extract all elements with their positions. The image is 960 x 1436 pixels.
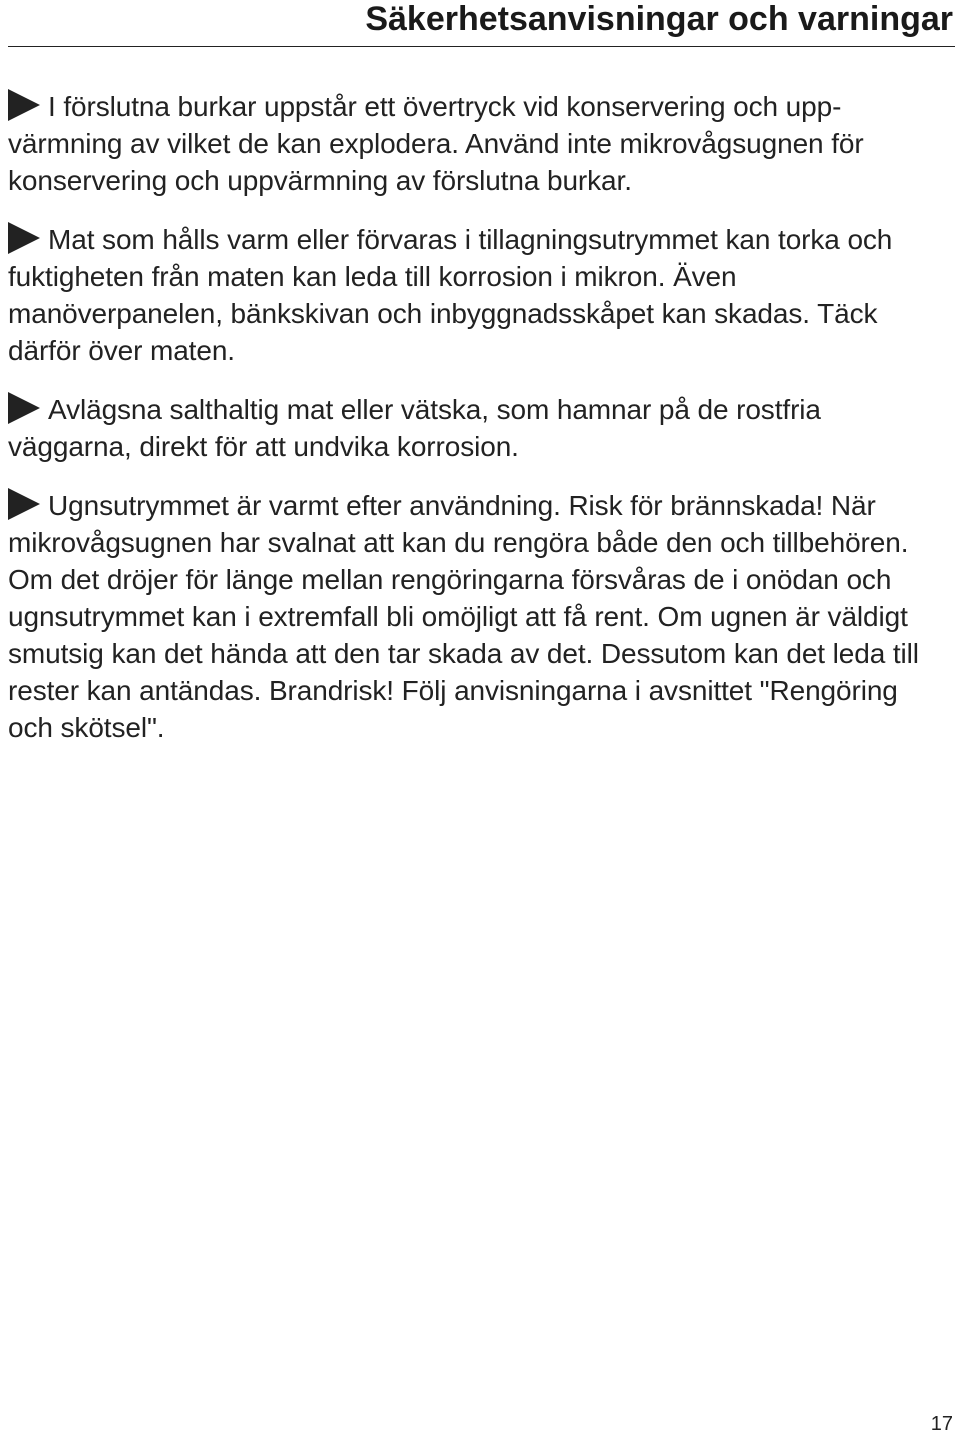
warning-triangle-icon: [8, 392, 40, 424]
safety-instructions-list: [8, 88, 948, 768]
paragraph-text: I förslutna burkar uppstår ett övertryck vid konservering och upp-värmning av vilket de kan explodera. Använd inte mikrovågsugnen för konservering och uppvärmning av förslutna burkar.: [8, 91, 864, 196]
warning-triangle-icon: [8, 89, 40, 121]
safety-paragraph-canning: [8, 88, 948, 199]
paragraph-text: Mat som hålls varm eller förvaras i tillagningsutrymmet kan torka och fuktigheten från maten kan leda till korrosion i mikron. Även manöverpanelen, bänkskivan och inbyggnadsskåpet kan skadas. Täck därför över maten.: [8, 224, 893, 366]
header-divider: [8, 46, 955, 47]
page-number: 17: [930, 1413, 953, 1435]
safety-paragraph-food-storage: [8, 221, 948, 369]
warning-triangle-icon: [8, 222, 40, 254]
warning-triangle-icon: [8, 488, 40, 520]
paragraph-text: Ugnsutrymmet är varmt efter användning. Risk för brännskada! När mikrovågsugnen har svalnat att kan du rengöra både den och tillbehören. Om det dröjer för länge mellan rengöringarna försvåras de i onödan och ugnsutrymmet kan i extremfall bli omöjligt att få rent. Om ugnen är väldigt smutsig kan det hända att den tar skada av det. Dessutom kan det leda till rester kan antändas. Brandrisk! Följ anvisningarna i avsnittet "Rengöring och skötsel".: [8, 490, 919, 743]
paragraph-text: Avlägsna salthaltig mat eller vätska, som hamnar på de rostfria väggarna, direkt för att undvika korrosion.: [8, 394, 821, 462]
safety-paragraph-salt: [8, 391, 948, 465]
safety-paragraph-cleaning: [8, 487, 948, 746]
page-title: Säkerhetsanvisningar och varningar: [365, 0, 953, 38]
